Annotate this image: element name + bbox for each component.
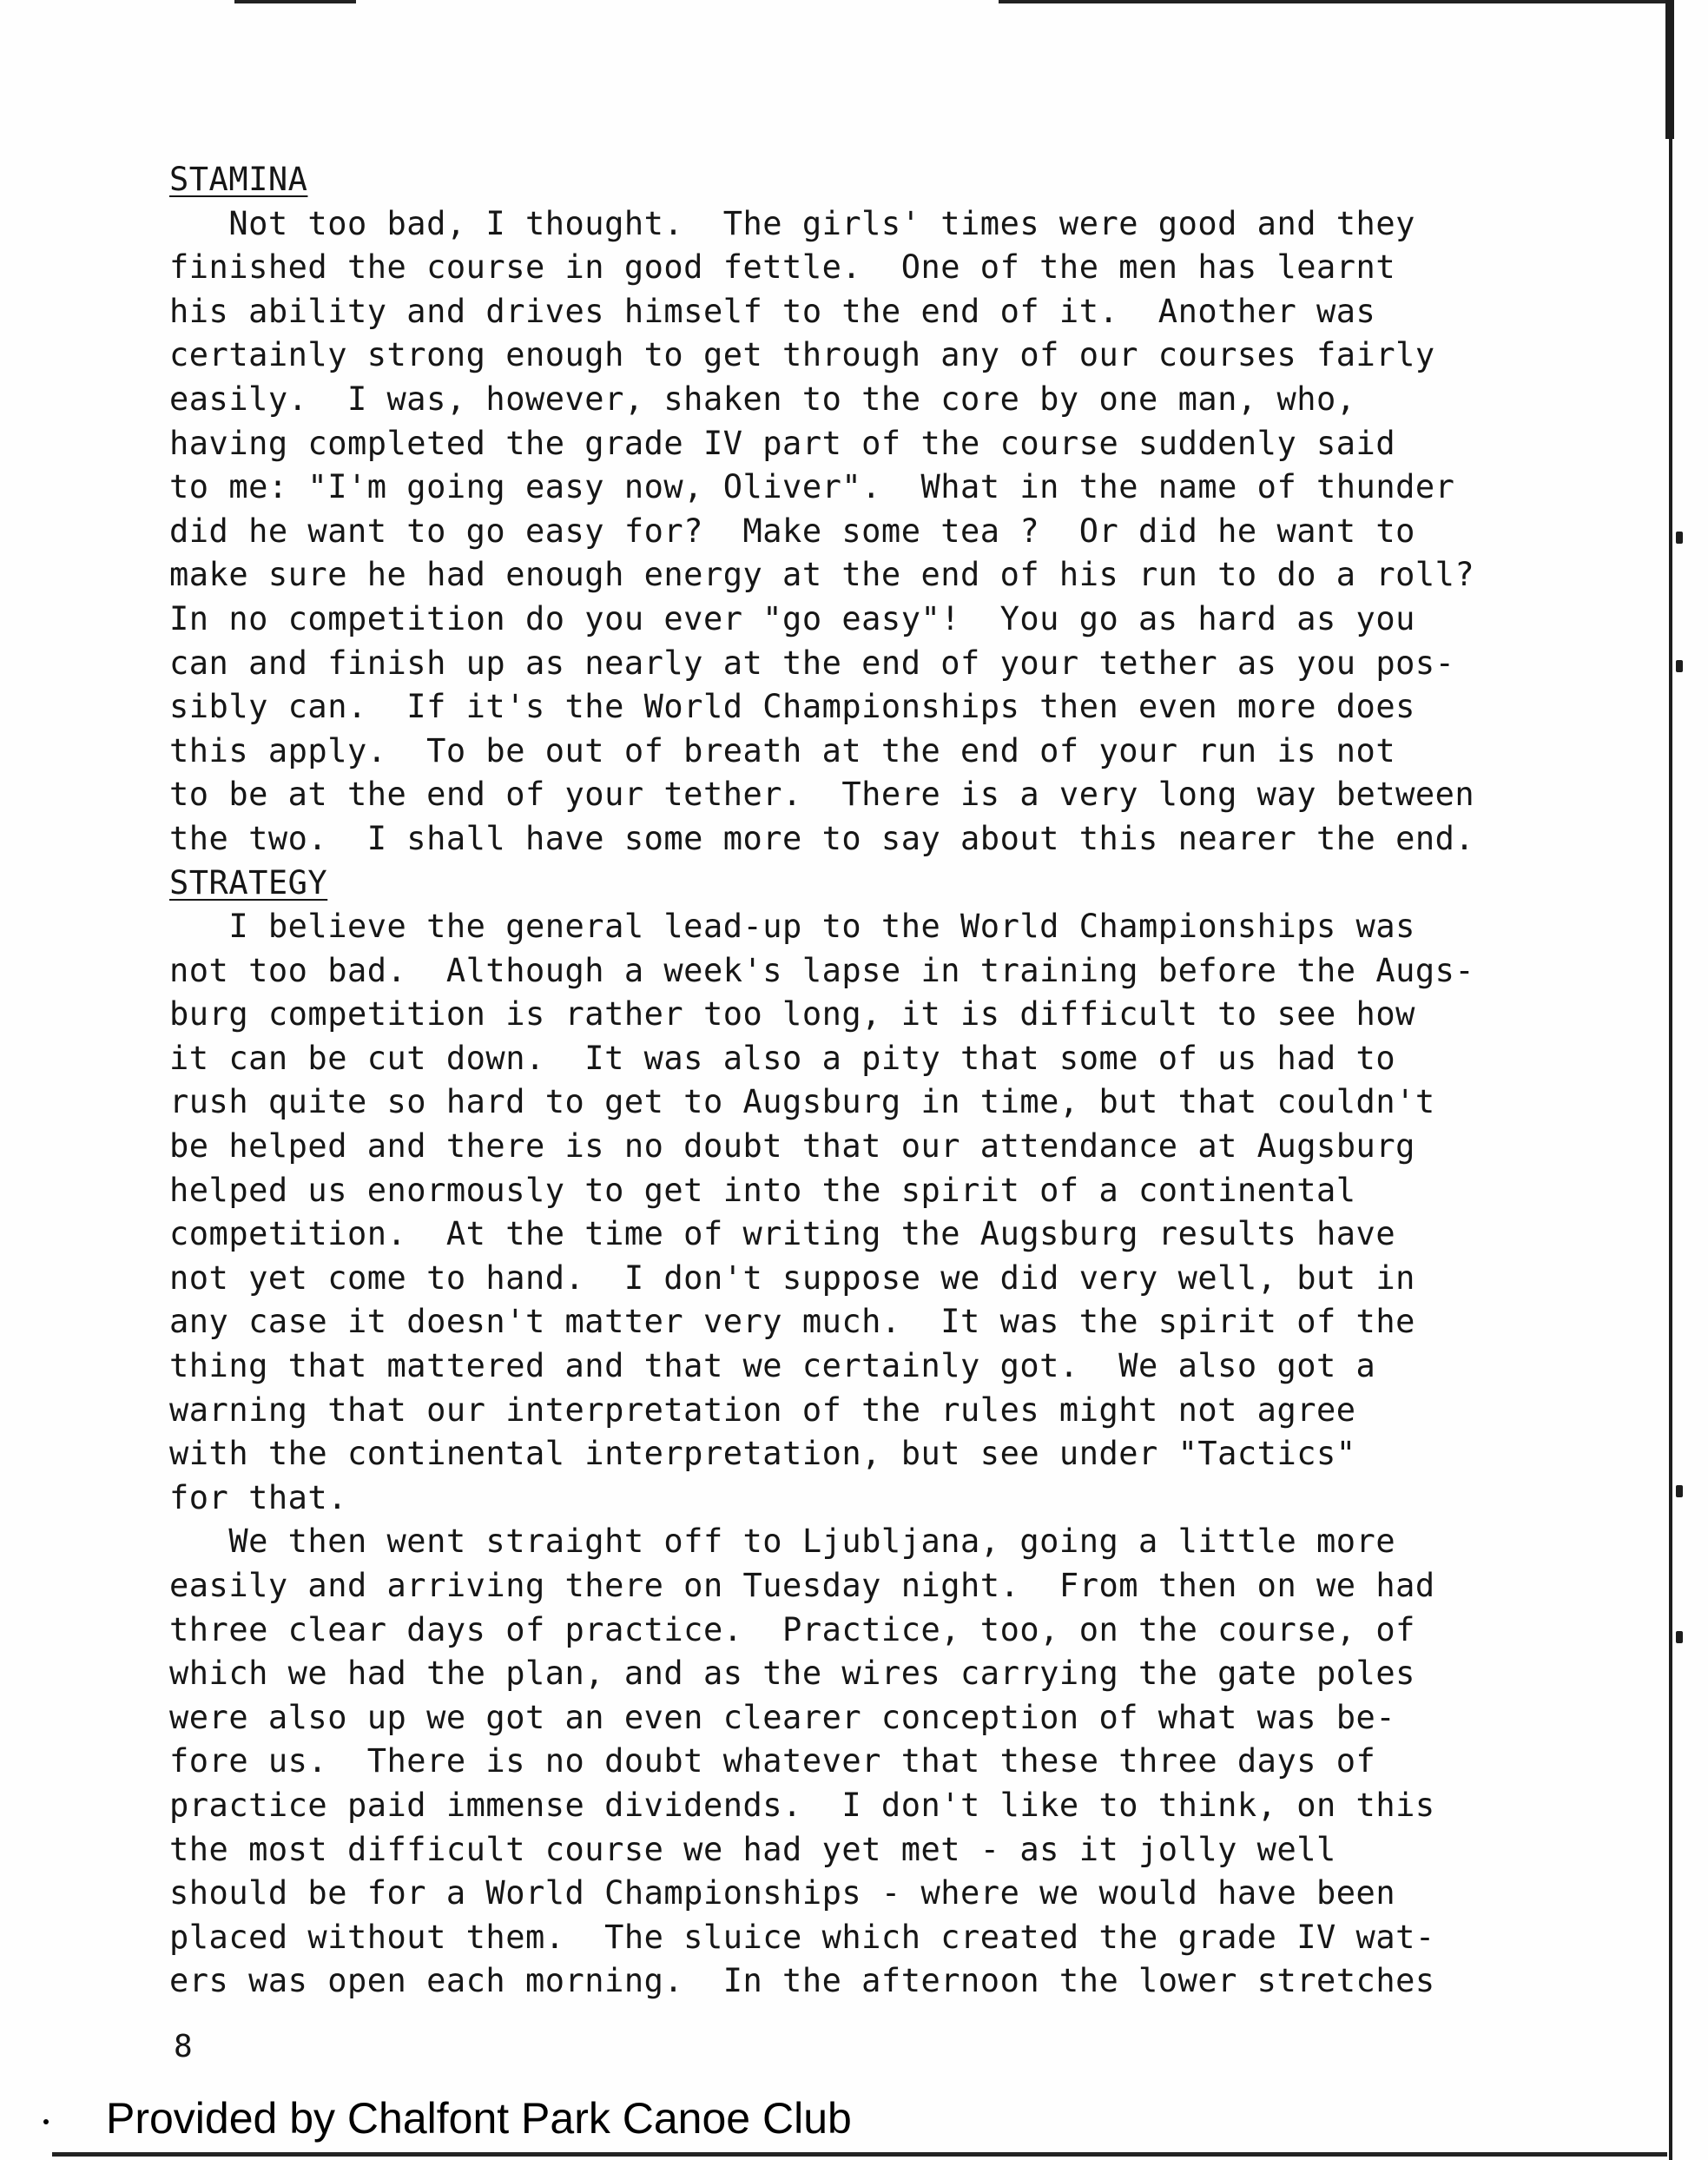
text-line: not too bad. Although a week's lapse in training before the Augs- [169, 951, 1475, 989]
scan-edge-line [1669, 0, 1672, 2160]
text-line: should be for a World Championships - where we would have been [169, 1874, 1396, 1912]
text-line: not yet come to hand. I don't suppose we did very well, but in [169, 1258, 1415, 1297]
text-line: We then went straight off to Ljubljana, going a little more [169, 1523, 1396, 1561]
text-line: for that. [169, 1478, 347, 1516]
text-line: helped us enormously to get into the spirit of a continental [169, 1171, 1356, 1209]
text-line: having completed the grade IV part of the course suddenly said [169, 424, 1396, 462]
text-line: this apply. To be out of breath at the end of your run is not [169, 731, 1396, 770]
document-body [169, 158, 1645, 2004]
scan-mark [1676, 1631, 1683, 1643]
text-line: fore us. There is no doubt whatever that these three days of [169, 1742, 1376, 1780]
section-stamina [169, 158, 1645, 862]
text-line: competition. At the time of writing the Augsburg results have [169, 1215, 1396, 1253]
text-line: were also up we got an even clearer conception of what was be- [169, 1698, 1396, 1736]
text-line: to be at the end of your tether. There is a very long way between [169, 776, 1475, 814]
text-line: ers was open each morning. In the afternoon the lower stretches [169, 1962, 1435, 2000]
scan-edge-line [234, 0, 356, 3]
scan-mark [43, 2119, 49, 2124]
text-line: the two. I shall have some more to say about this nearer the end. [169, 819, 1475, 857]
text-line: practice paid immense dividends. I don't like to think, on this [169, 1786, 1435, 1824]
text-line: Not too bad, I thought. The girls' times were good and they [169, 204, 1415, 242]
text-line: the most difficult course we had yet met - as it jolly well [169, 1830, 1336, 1868]
text-line: be helped and there is no doubt that our attendance at Augsburg [169, 1127, 1415, 1166]
text-line: sibly can. If it's the World Championships then even more does [169, 688, 1415, 726]
page-number: 8 [174, 2029, 193, 2064]
scan-edge-line [52, 2152, 1667, 2157]
text-line: placed without them. The sluice which created the grade IV wat- [169, 1918, 1435, 1956]
text-line: three clear days of practice. Practice, too, on the course, of [169, 1610, 1415, 1648]
section-heading: STRATEGY [169, 863, 328, 902]
provenance-footer: Provided by Chalfont Park Canoe Club [106, 2094, 852, 2143]
scan-edge-line [999, 0, 1667, 3]
text-line: which we had the plan, and as the wires carrying the gate poles [169, 1655, 1415, 1693]
text-line: thing that mattered and that we certainly got. We also got a [169, 1347, 1376, 1385]
text-line: it can be cut down. It was also a pity that some of us had to [169, 1039, 1396, 1077]
scan-mark [1676, 660, 1683, 672]
text-line: his ability and drives himself to the end of it. Another was [169, 292, 1376, 330]
text-line: I believe the general lead-up to the World Championships was [169, 908, 1415, 946]
text-line: rush quite so hard to get to Augsburg in time, but that couldn't [169, 1083, 1435, 1121]
scan-mark [1676, 532, 1683, 544]
text-line: warning that our interpretation of the rules might not agree [169, 1390, 1356, 1429]
text-line: In no competition do you ever "go easy"! You go as hard as you [169, 599, 1415, 637]
text-line: any case it doesn't matter very much. It was the spirit of the [169, 1303, 1415, 1341]
text-line: make sure he had enough energy at the end of his run to do a roll? [169, 556, 1475, 594]
text-line: easily. I was, however, shaken to the core by one man, who, [169, 380, 1356, 418]
text-line: can and finish up as nearly at the end of your tether as you pos- [169, 644, 1455, 682]
text-line: certainly strong enough to get through any of our courses fairly [169, 336, 1435, 374]
text-line: burg competition is rather too long, it is difficult to see how [169, 995, 1415, 1034]
text-line: with the continental interpretation, but see under "Tactics" [169, 1435, 1356, 1473]
scan-mark [1676, 1485, 1683, 1497]
text-line: finished the course in good fettle. One of the men has learnt [169, 248, 1396, 287]
text-line: easily and arriving there on Tuesday night. From then on we had [169, 1567, 1435, 1604]
text-line: to me: "I'm going easy now, Oliver". What in the name of thunder [169, 468, 1455, 506]
text-line: did he want to go easy for? Make some tea ? Or did he want to [169, 512, 1415, 550]
section-heading: STAMINA [169, 161, 308, 198]
section-strategy [169, 862, 1645, 2004]
